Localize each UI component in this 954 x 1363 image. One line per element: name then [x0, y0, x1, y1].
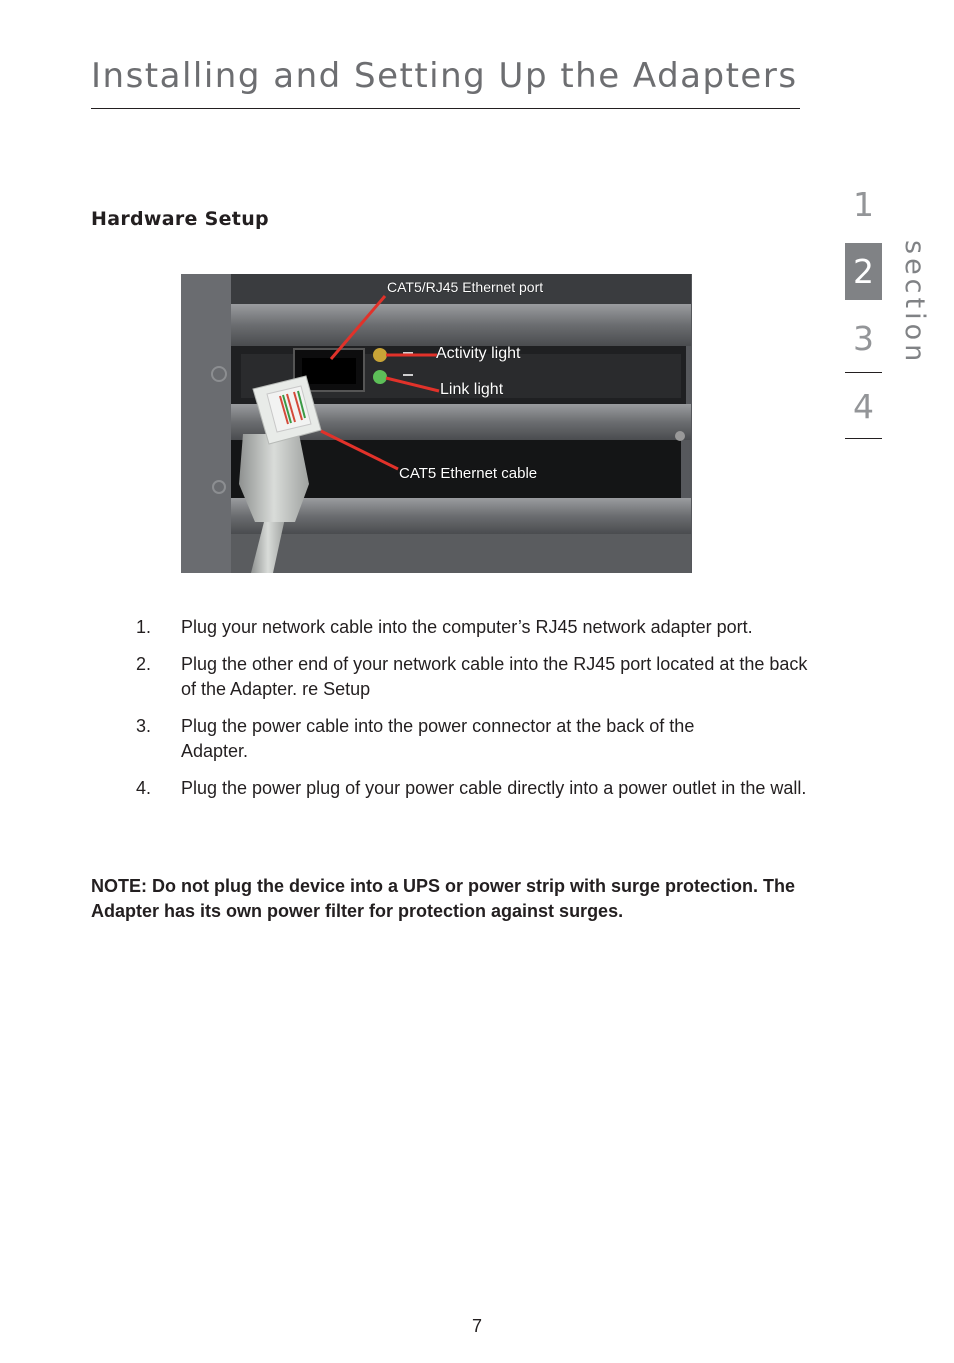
title-divider [91, 108, 800, 109]
setup-steps-list [136, 615, 856, 801]
step-text: Plug your network cable into the computer’s RJ45 network adapter port. [181, 617, 753, 637]
section-nav-divider [845, 372, 882, 373]
step-number: 1. [136, 617, 152, 637]
section-nav-divider [845, 438, 882, 439]
section-nav-item-3[interactable]: 3 [853, 319, 874, 358]
link-light-label: Link light [440, 381, 504, 398]
hardware-photo-drawing [181, 274, 692, 573]
step-number: 4. [136, 778, 152, 798]
cable-label: CAT5 Ethernet cable [399, 465, 538, 482]
step-text: Plug the power plug of your power cable directly into a power outlet in the wall. [181, 778, 807, 798]
step-text: Plug the other end of your network cable into the RJ45 port located at the back of the Adapter. re Setup [181, 654, 808, 699]
list-item [136, 652, 856, 702]
section-nav-item-4[interactable]: 4 [853, 387, 874, 426]
list-item [136, 776, 856, 801]
note-text: NOTE: Do not plug the device into a UPS or power strip with surge protection. The Adapter has its own power filter for protection against surges. [91, 876, 796, 921]
step-number: 3. [136, 716, 152, 736]
list-item [136, 714, 856, 764]
activity-light-label: Activity light [436, 345, 521, 362]
port-label: CAT5/RJ45 Ethernet port [387, 279, 544, 295]
section-nav-item-1[interactable]: 1 [853, 185, 874, 224]
section-nav-item-2[interactable]: 2 [845, 243, 882, 300]
step-number: 2. [136, 654, 152, 674]
hardware-photo [181, 274, 692, 573]
section-heading: Hardware Setup [91, 208, 269, 230]
list-item [136, 615, 856, 640]
section-label: section [899, 240, 930, 366]
step-text: Plug the power cable into the power connector at the back of the Adapter. [181, 716, 695, 761]
page-title: Installing and Setting Up the Adapters [91, 56, 798, 96]
page-number: 7 [471, 1316, 482, 1336]
